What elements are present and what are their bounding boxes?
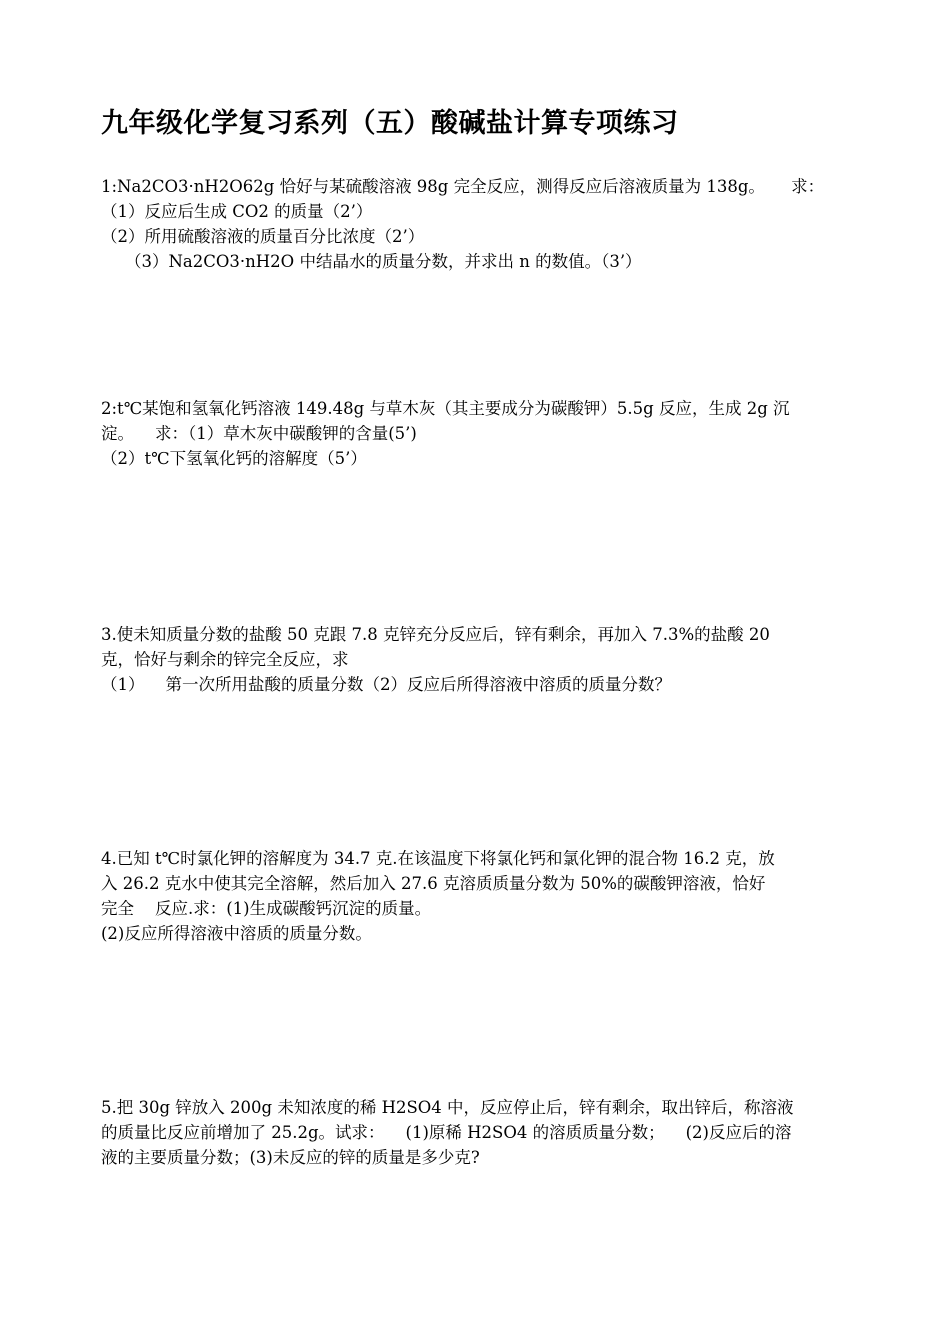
question-3-line-2: 克，恰好与剩余的锌完全反应，求 xyxy=(101,650,349,669)
question-4 xyxy=(101,846,853,946)
question-4-line-4: (2)反应所得溶液中溶质的质量分数。 xyxy=(101,924,372,943)
question-3-line-3: （1） 第一次所用盐酸的质量分数（2）反应后所得溶液中溶质的质量分数？ xyxy=(101,675,671,694)
question-4-line-2: 入 26.2 克水中使其完全溶解，然后加入 27.6 克溶质质量分数为 50%的碳酸钾溶液，恰好 xyxy=(101,874,766,893)
document-title: 九年级化学复习系列（五）酸碱盐计算专项练习 xyxy=(101,108,679,139)
question-5-line-3: 液的主要质量分数；(3)未反应的锌的质量是多少克? xyxy=(101,1148,480,1167)
question-1-line-4: （3）Na2CO3·nH2O 中结晶水的质量分数，并求出 n 的数值。（3’） xyxy=(125,252,642,271)
question-1-line-3: （2）所用硫酸溶液的质量百分比浓度（2’） xyxy=(101,227,425,246)
question-3-line-1: 3.使未知质量分数的盐酸 50 克跟 7.8 克锌充分反应后，锌有剩余，再加入 7.3%的盐酸 20 xyxy=(101,625,770,644)
question-1-line-2: （1）反应后生成 CO2 的质量（2’） xyxy=(101,202,373,221)
question-1 xyxy=(101,174,853,274)
question-4-line-1: 4.已知 t℃时氯化钾的溶解度为 34.7 克.在该温度下将氯化钙和氯化钾的混合物 16.2 克，放 xyxy=(101,849,775,868)
question-3 xyxy=(101,622,853,697)
question-2-line-3: （2）t℃下氢氧化钙的溶解度（5’） xyxy=(101,449,367,468)
question-5-line-2: 的质量比反应前增加了 25.2g。试求： (1)原稀 H2SO4 的溶质质量分数； (2)反应后的溶 xyxy=(101,1123,792,1142)
question-2 xyxy=(101,396,853,471)
question-4-line-3: 完全 反应.求：(1)生成碳酸钙沉淀的质量。 xyxy=(101,899,432,918)
question-2-line-2: 淀。 求：（1）草木灰中碳酸钾的含量(5’) xyxy=(101,424,417,443)
question-5-line-1: 5.把 30g 锌放入 200g 未知浓度的稀 H2SO4 中，反应停止后，锌有剩余，取出锌后，称溶液 xyxy=(101,1098,794,1117)
question-1-line-1: 1:Na2CO3·nH2O62g 恰好与某硫酸溶液 98g 完全反应，测得反应后溶液质量为 138g。 求： xyxy=(101,177,825,196)
question-2-line-1: 2:t℃某饱和氢氧化钙溶液 149.48g 与草木灰（其主要成分为碳酸钾）5.5g 反应，生成 2g 沉 xyxy=(101,399,790,418)
question-5 xyxy=(101,1095,853,1170)
